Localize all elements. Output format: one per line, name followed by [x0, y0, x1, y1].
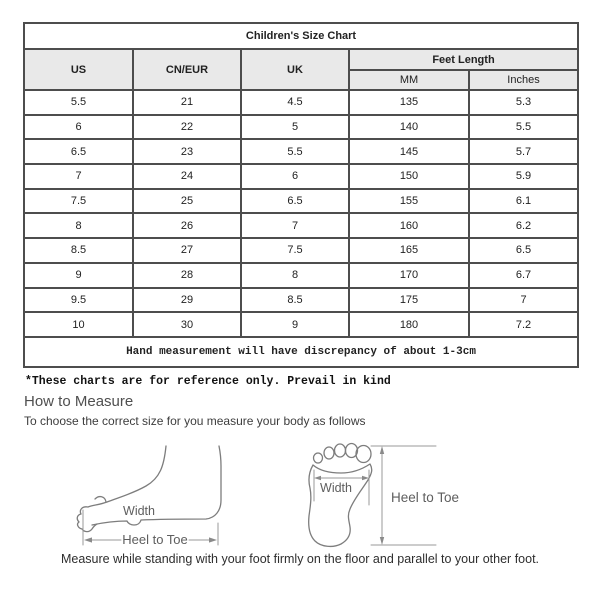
cell-uk: 6 [241, 164, 349, 189]
cell-inches: 6.5 [469, 238, 578, 263]
cell-inches: 5.3 [469, 90, 578, 115]
cell-mm: 170 [349, 263, 469, 288]
cell-inches: 6.7 [469, 263, 578, 288]
col-header-us: US [24, 49, 133, 90]
col-header-cn-eur: CN/EUR [133, 49, 241, 90]
top-width-label: Width [320, 481, 352, 495]
header-row [24, 49, 578, 70]
footprint-top-view-diagram [309, 444, 459, 547]
cell-us: 9.5 [24, 288, 133, 313]
cell-uk: 7.5 [241, 238, 349, 263]
table-footnote: Hand measurement will have discrepancy of about 1-3cm [24, 337, 578, 367]
col-header-inches: Inches [469, 70, 578, 90]
col-header-feet-length: Feet Length [349, 49, 578, 70]
cell-us: 7 [24, 164, 133, 189]
cell-mm: 155 [349, 189, 469, 214]
table-row [24, 288, 578, 313]
how-to-measure-subheading: To choose the correct size for you measure your body as follows [24, 414, 366, 428]
cell-cn-eur: 23 [133, 139, 241, 164]
cell-us: 6.5 [24, 139, 133, 164]
arrowhead-right-icon [209, 537, 217, 542]
table-row [24, 139, 578, 164]
cell-us: 6 [24, 115, 133, 140]
table-row [24, 115, 578, 140]
cell-cn-eur: 24 [133, 164, 241, 189]
arrowhead-left-icon [314, 476, 321, 480]
cell-uk: 7 [241, 213, 349, 238]
toe-circle [335, 444, 346, 457]
cell-cn-eur: 30 [133, 312, 241, 337]
how-to-measure-heading: How to Measure [24, 393, 134, 410]
cell-inches: 5.9 [469, 164, 578, 189]
cell-cn-eur: 26 [133, 213, 241, 238]
foot-sole-heel [92, 446, 221, 525]
cell-mm: 165 [349, 238, 469, 263]
measurement-diagrams [0, 428, 600, 553]
cell-mm: 180 [349, 312, 469, 337]
cell-uk: 8.5 [241, 288, 349, 313]
cell-mm: 135 [349, 90, 469, 115]
cell-cn-eur: 27 [133, 238, 241, 263]
cell-inches: 7.2 [469, 312, 578, 337]
cell-us: 8.5 [24, 238, 133, 263]
toe-circle [314, 453, 323, 463]
top-heel-to-toe-label: Heel to Toe [391, 490, 460, 505]
table-row [24, 164, 578, 189]
cell-inches: 7 [469, 288, 578, 313]
arrowhead-left-icon [84, 537, 92, 542]
cell-inches: 5.5 [469, 115, 578, 140]
foot-side-view-diagram [77, 446, 221, 547]
cell-mm: 160 [349, 213, 469, 238]
cell-cn-eur: 28 [133, 263, 241, 288]
cell-us: 10 [24, 312, 133, 337]
cell-uk: 5 [241, 115, 349, 140]
cell-cn-eur: 22 [133, 115, 241, 140]
cell-mm: 175 [349, 288, 469, 313]
cell-uk: 4.5 [241, 90, 349, 115]
cell-uk: 6.5 [241, 189, 349, 214]
cell-cn-eur: 25 [133, 189, 241, 214]
side-width-label: Width [123, 504, 155, 518]
cell-cn-eur: 29 [133, 288, 241, 313]
cell-uk: 9 [241, 312, 349, 337]
cell-us: 9 [24, 263, 133, 288]
cell-uk: 5.5 [241, 139, 349, 164]
foot-toe-bump [95, 497, 106, 502]
title-row [24, 23, 578, 49]
reference-note: *These charts are for reference only. Prevail in kind [25, 375, 391, 388]
cell-uk: 8 [241, 263, 349, 288]
arrowhead-down-icon [380, 537, 384, 545]
cell-us: 5.5 [24, 90, 133, 115]
table-row [24, 263, 578, 288]
toe-circle [324, 447, 334, 459]
table-title: Children's Size Chart [24, 23, 578, 49]
cell-inches: 5.7 [469, 139, 578, 164]
size-chart-table [23, 22, 579, 368]
col-header-mm: MM [349, 70, 469, 90]
footnote-row [24, 337, 578, 367]
foot-side-outline [77, 446, 166, 532]
measure-caption: Measure while standing with your foot firmly on the floor and parallel to your other foot. [60, 552, 540, 566]
cell-cn-eur: 21 [133, 90, 241, 115]
side-heel-to-toe-label: Heel to Toe [122, 532, 188, 547]
table-row [24, 90, 578, 115]
big-toe-circle [356, 446, 371, 463]
cell-inches: 6.1 [469, 189, 578, 214]
cell-mm: 145 [349, 139, 469, 164]
arrowhead-up-icon [380, 446, 384, 454]
cell-inches: 6.2 [469, 213, 578, 238]
table-row [24, 312, 578, 337]
col-header-uk: UK [241, 49, 349, 90]
cell-mm: 140 [349, 115, 469, 140]
cell-us: 8 [24, 213, 133, 238]
table-row [24, 189, 578, 214]
cell-mm: 150 [349, 164, 469, 189]
table-row [24, 213, 578, 238]
cell-us: 7.5 [24, 189, 133, 214]
table-row [24, 238, 578, 263]
